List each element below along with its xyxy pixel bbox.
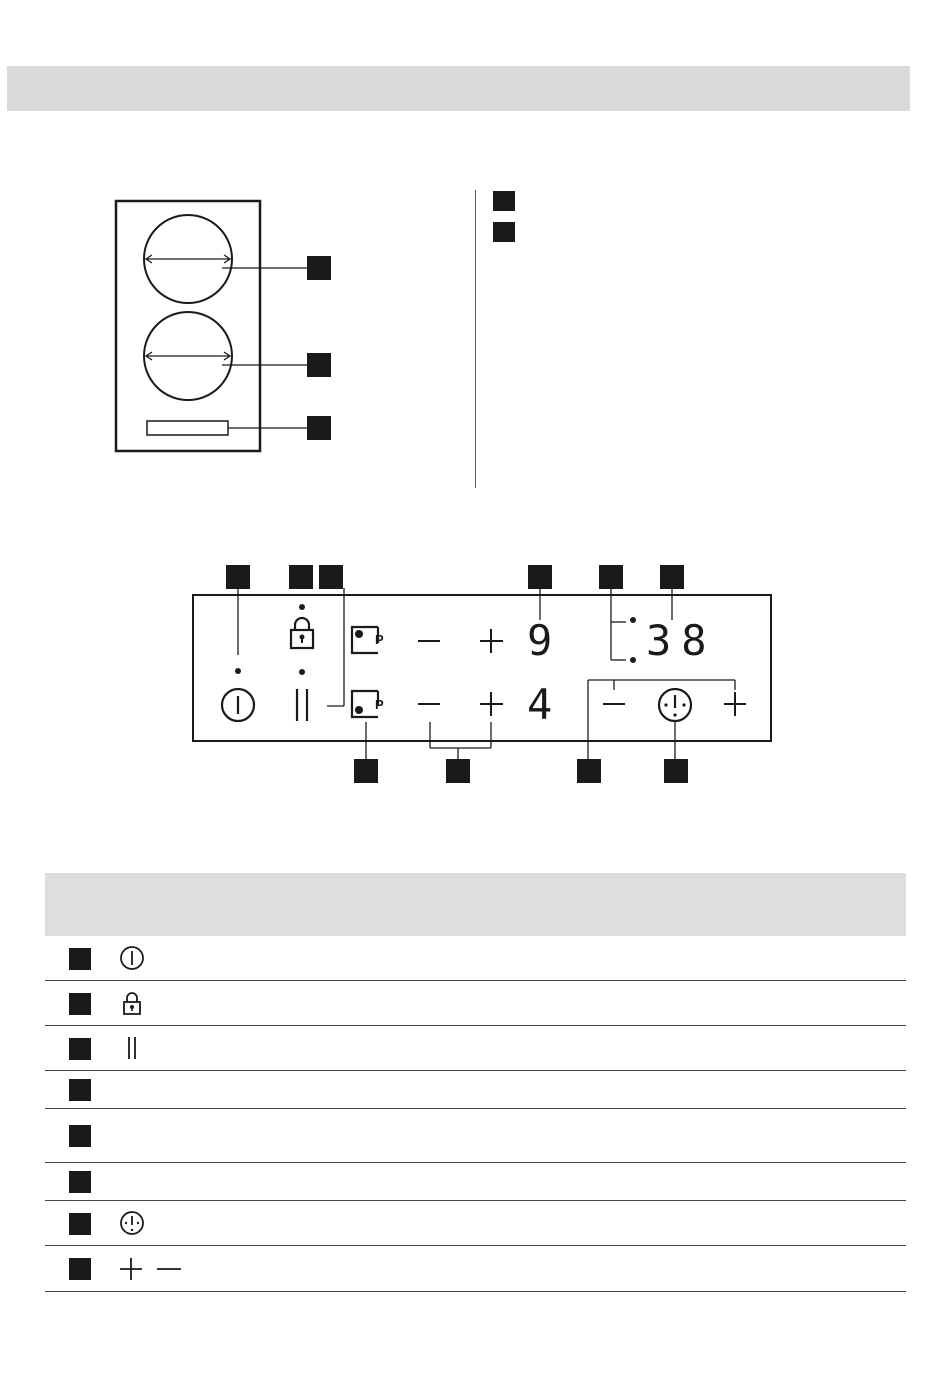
table-row	[45, 1071, 906, 1109]
callout-marker	[660, 565, 684, 589]
plus-minus-icon	[118, 1255, 188, 1288]
callout-marker	[577, 759, 601, 783]
callout-marker	[528, 565, 552, 589]
table-row	[45, 1026, 906, 1071]
pause-icon	[297, 689, 307, 721]
callout-marker	[319, 565, 343, 589]
timer-display: 38	[646, 616, 717, 665]
callout-marker	[354, 759, 378, 783]
row-marker	[69, 993, 91, 1015]
table-row	[45, 936, 906, 981]
timer-icon	[118, 1209, 146, 1242]
function-table-header	[45, 873, 906, 936]
table-row	[45, 1246, 906, 1292]
callout-marker	[664, 759, 688, 783]
table-row	[45, 981, 906, 1026]
lock-icon	[118, 989, 146, 1022]
row-marker	[69, 1171, 91, 1193]
row-marker	[69, 1079, 91, 1101]
on-off-icon	[222, 689, 254, 721]
callout-marker	[599, 565, 623, 589]
program-label: P	[375, 632, 384, 647]
lock-icon	[291, 618, 313, 648]
callout-marker	[289, 565, 313, 589]
row-marker	[69, 1213, 91, 1235]
pause-icon	[118, 1034, 146, 1067]
row-marker	[69, 1125, 91, 1147]
callout-marker	[446, 759, 470, 783]
table-row	[45, 1163, 906, 1201]
row-marker	[69, 948, 91, 970]
row-marker	[69, 1258, 91, 1280]
power-icon	[118, 944, 146, 977]
timer-clock-icon	[659, 689, 691, 721]
table-row	[45, 1109, 906, 1163]
callout-marker	[226, 565, 250, 589]
program-label: P	[375, 697, 384, 712]
row-marker	[69, 1038, 91, 1060]
zone2-level-display: 4	[527, 680, 553, 729]
zone1-level-display: 9	[527, 616, 555, 665]
table-row	[45, 1201, 906, 1246]
